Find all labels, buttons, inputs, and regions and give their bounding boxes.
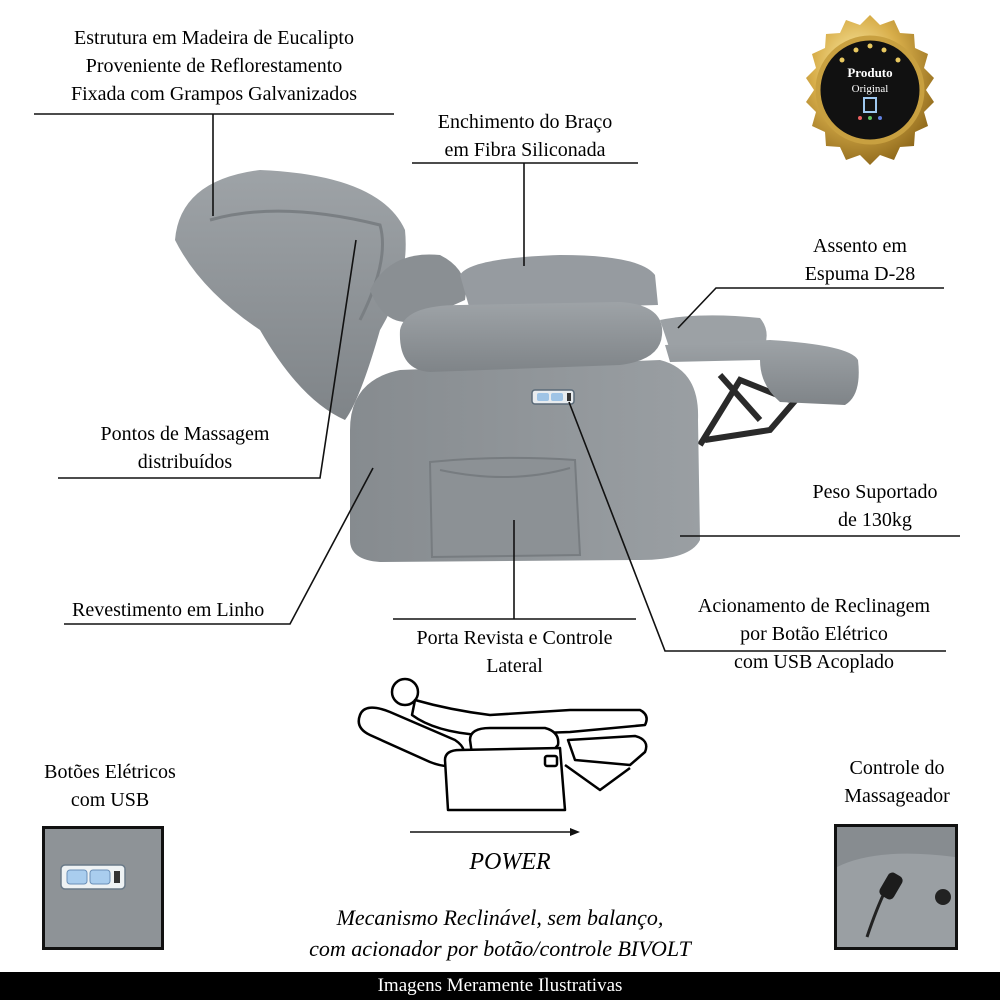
seat-foam-label: Assento em Espuma D-28 bbox=[804, 235, 916, 285]
arm-fill-label: Enchimento do Braço em Fibra Siliconada bbox=[437, 111, 613, 161]
usb-buttons-label: Botões Elétricos com USB bbox=[44, 761, 176, 811]
frame-label: Estrutura em Madeira de Eucalipto Proveniente de Reflorestamento Fixada com Grampos Galvanizados bbox=[70, 27, 358, 105]
original-product-seal bbox=[790, 10, 950, 170]
massage-control-label: Controle do Massageador bbox=[844, 757, 950, 807]
massage-points-label: Pontos de Massagem distribuídos bbox=[100, 423, 270, 473]
footer-disclaimer: Imagens Meramente Ilustrativas bbox=[0, 972, 1000, 1000]
weight-label: Peso Suportado de 130kg bbox=[812, 481, 938, 531]
seal-text-line2: Original bbox=[851, 83, 889, 95]
upholstery-label: Revestimento em Linho bbox=[72, 599, 265, 621]
usb-buttons-thumbnail bbox=[42, 826, 164, 950]
recline-diagram bbox=[340, 670, 660, 830]
mechanism-description: Mecanismo Reclinável, sem balanço, com acionador por botão/controle BIVOLT bbox=[309, 905, 691, 961]
seal-text-line1: Produto bbox=[847, 65, 893, 80]
massage-controller-thumbnail bbox=[834, 824, 958, 950]
recline-button-label: Acionamento de Reclinagem por Botão Elétrico com USB Acoplado bbox=[697, 595, 931, 673]
power-caption: POWER bbox=[469, 849, 551, 875]
pocket-label: Porta Revista e Controle Lateral bbox=[416, 627, 613, 677]
